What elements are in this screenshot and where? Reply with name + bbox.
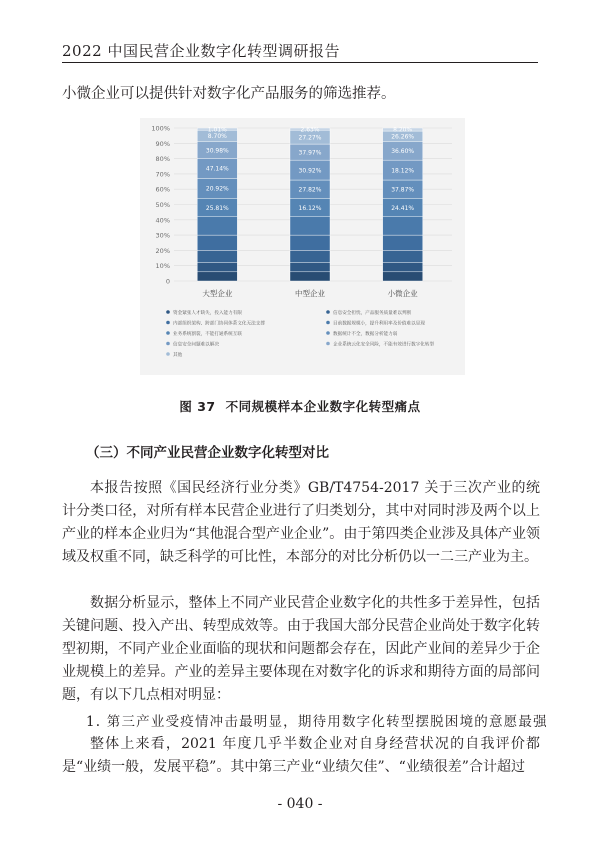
bar-segment <box>290 235 330 250</box>
y-tick-label: 90% <box>155 139 170 148</box>
category-label: 大型企业 <box>202 289 233 298</box>
data-label: 27.82% <box>298 186 322 194</box>
running-header: 2022 中国民营企业数字化转型调研报告 <box>62 42 340 60</box>
page-number: - 040 - <box>277 796 323 812</box>
legend-marker <box>166 321 170 325</box>
data-label: 8.20% <box>393 126 413 134</box>
category-label: 小微企业 <box>387 289 418 298</box>
legend-entry: 资金紧张人才缺失，投入能力有限 <box>173 310 242 316</box>
data-label: 26.26% <box>391 133 415 141</box>
y-tick-label: 20% <box>155 246 170 255</box>
bar-segment <box>383 217 423 235</box>
y-tick-label: 40% <box>155 216 170 225</box>
legend-marker <box>166 331 170 335</box>
legend-marker <box>166 352 170 356</box>
legend-entry: 业务系统割裂，不能打通系统互联 <box>173 331 242 337</box>
y-tick-label: 50% <box>155 201 170 209</box>
y-tick-label: 30% <box>155 231 170 240</box>
legend-entry: 信息安全问题难以解决 <box>173 342 219 348</box>
bar-segment <box>290 272 330 281</box>
bar-segment <box>290 217 330 235</box>
data-label: 18.12% <box>391 167 415 175</box>
legend-entry: 企业系统云化安全风险，不能有效进行数字化转型 <box>333 342 435 348</box>
figure-number: 图 37 <box>179 399 216 414</box>
chart-svg <box>140 118 465 375</box>
header-rule <box>62 62 538 63</box>
category-label: 中型企业 <box>295 289 325 298</box>
bar-segment <box>197 217 237 235</box>
data-label: 24.41% <box>391 204 415 212</box>
data-label: 27.27% <box>298 134 322 142</box>
section-heading: （三）不同产业民营企业数字化转型对比 <box>86 445 329 461</box>
bar-segment <box>383 272 423 281</box>
data-label: 1.01% <box>207 126 227 134</box>
figure-title: 不同规模样本企业数字化转型痛点 <box>225 399 421 414</box>
y-tick-label: 80% <box>155 155 170 164</box>
bar-segment <box>383 235 423 250</box>
bar-segment <box>197 235 237 250</box>
data-label: 25.81% <box>205 204 229 212</box>
legend-marker <box>326 310 330 314</box>
data-label: 20.92% <box>205 185 229 193</box>
y-tick-label: 60% <box>155 185 170 194</box>
subheading: 1. 第三产业受疫情冲击最明显，期待用数字化转型摆脱困境的意愿最强 <box>86 714 548 730</box>
data-label: 36.60% <box>391 148 415 156</box>
bar-segment <box>197 272 237 281</box>
data-label: 37.97% <box>298 149 322 157</box>
bar-segment <box>383 250 423 262</box>
data-label: 8.70% <box>207 133 227 141</box>
y-tick-label: 0 <box>165 277 170 286</box>
paragraph-1: 本报告按照《国民经济行业分类》GB/T4754-2017 关于三次产业的统计分类口径，对所有样本民营企业进行了归类划分，其中对同时涉及两个以上产业的样本企业归为“其他混合型产业企业”。由于第四类企业涉及具体产业领域及权重不同，缺乏科学的可比性，本部分的对比分析仍以一二三产业为主。 <box>62 480 540 565</box>
data-label: 37.87% <box>391 186 415 194</box>
data-label: 16.12% <box>298 204 322 212</box>
data-label: 47.14% <box>205 165 229 173</box>
y-tick-label: 100% <box>151 124 170 133</box>
legend-entry: 信息安全担忧，产品服务质量难以判断 <box>333 310 412 316</box>
bar-segment <box>290 263 330 272</box>
intro-text: 小微企业可以提供针对数字化产品服务的筛选推荐。 <box>62 86 396 102</box>
legend-entry: 其他 <box>173 352 183 358</box>
legend-entry: 目前数据规模小，提升利用率及价值难以显现 <box>333 321 425 327</box>
data-label: 2.63% <box>300 126 320 134</box>
data-label: 30.98% <box>205 147 229 155</box>
legend-marker <box>166 342 170 346</box>
figure-caption <box>0 397 600 415</box>
paragraph-3: 整体上来看，2021 年度几乎半数企业对自身经营状况的自我评价都是“业绩一般，发展平稳”。其中第三产业“业绩欠佳”、“业绩很差”合计超过 <box>62 736 540 775</box>
data-label: 30.92% <box>298 167 322 175</box>
bar-segment <box>197 263 237 272</box>
legend-entry: 数据统计不全，数据分析能力弱 <box>333 331 398 337</box>
legend-marker <box>326 321 330 325</box>
legend-marker <box>326 331 330 335</box>
stacked-bar-chart <box>140 118 465 375</box>
y-tick-label: 70% <box>155 170 170 179</box>
legend-marker <box>326 342 330 346</box>
bar-segment <box>383 263 423 272</box>
bar-segment <box>290 250 330 262</box>
legend-marker <box>166 310 170 314</box>
y-tick-label: 10% <box>155 262 170 271</box>
paragraph-2: 数据分析显示，整体上不同产业民营企业数字化的共性多于差异性，包括关键问题、投入产出、转型成效等。由于我国大部分民营企业尚处于数字化转型初期，不同产业企业面临的现状和问题都会存在，因此产业间的差异少于企业规模上的差异。产业的差异主要体现在对数字化的诉求和期待方面的局部问题，有以下几点相对明显： <box>62 595 540 703</box>
bar-segment <box>197 250 237 262</box>
legend-entry: 内部组织架构、跨部门协同体系文化无法支撑 <box>173 321 265 327</box>
